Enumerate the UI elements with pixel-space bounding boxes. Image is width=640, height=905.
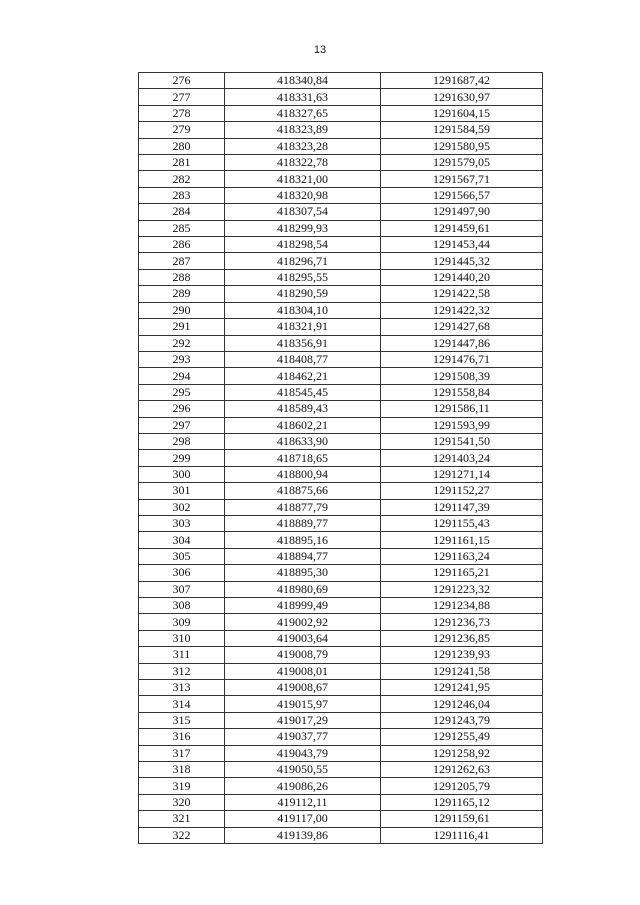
coordinates-table-body <box>139 73 543 844</box>
table-row <box>139 384 543 400</box>
y-coordinate-cell: 1291165,12 <box>381 794 543 810</box>
point-number-cell: 311 <box>139 647 225 663</box>
x-coordinate-cell: 418408,77 <box>225 351 381 367</box>
x-coordinate-cell: 418895,30 <box>225 565 381 581</box>
table-row <box>139 138 543 154</box>
table-row <box>139 204 543 220</box>
table-row <box>139 269 543 285</box>
y-coordinate-cell: 1291246,04 <box>381 696 543 712</box>
x-coordinate-cell: 419002,92 <box>225 614 381 630</box>
table-row <box>139 581 543 597</box>
table-row <box>139 220 543 236</box>
x-coordinate-cell: 419043,79 <box>225 745 381 761</box>
point-number-cell: 287 <box>139 253 225 269</box>
table-row <box>139 187 543 203</box>
point-number-cell: 276 <box>139 73 225 89</box>
table-row <box>139 450 543 466</box>
table-row <box>139 532 543 548</box>
table-row <box>139 89 543 105</box>
x-coordinate-cell: 418299,93 <box>225 220 381 236</box>
y-coordinate-cell: 1291567,71 <box>381 171 543 187</box>
table-row <box>139 417 543 433</box>
x-coordinate-cell: 418323,89 <box>225 122 381 138</box>
x-coordinate-cell: 418545,45 <box>225 384 381 400</box>
point-number-cell: 307 <box>139 581 225 597</box>
table-row <box>139 73 543 89</box>
table-row <box>139 663 543 679</box>
y-coordinate-cell: 1291604,15 <box>381 105 543 121</box>
y-coordinate-cell: 1291580,95 <box>381 138 543 154</box>
point-number-cell: 277 <box>139 89 225 105</box>
x-coordinate-cell: 418307,54 <box>225 204 381 220</box>
point-number-cell: 291 <box>139 319 225 335</box>
y-coordinate-cell: 1291236,73 <box>381 614 543 630</box>
x-coordinate-cell: 419037,77 <box>225 729 381 745</box>
point-number-cell: 279 <box>139 122 225 138</box>
point-number-cell: 306 <box>139 565 225 581</box>
table-row <box>139 729 543 745</box>
y-coordinate-cell: 1291459,61 <box>381 220 543 236</box>
point-number-cell: 286 <box>139 237 225 253</box>
point-number-cell: 300 <box>139 466 225 482</box>
table-row <box>139 319 543 335</box>
x-coordinate-cell: 418894,77 <box>225 548 381 564</box>
table-row <box>139 614 543 630</box>
y-coordinate-cell: 1291422,32 <box>381 302 543 318</box>
y-coordinate-cell: 1291165,21 <box>381 565 543 581</box>
table-row <box>139 794 543 810</box>
y-coordinate-cell: 1291422,58 <box>381 286 543 302</box>
point-number-cell: 312 <box>139 663 225 679</box>
table-row <box>139 122 543 138</box>
x-coordinate-cell: 418718,65 <box>225 450 381 466</box>
y-coordinate-cell: 1291205,79 <box>381 778 543 794</box>
table-row <box>139 499 543 515</box>
table-row <box>139 433 543 449</box>
x-coordinate-cell: 418999,49 <box>225 598 381 614</box>
y-coordinate-cell: 1291147,39 <box>381 499 543 515</box>
point-number-cell: 316 <box>139 729 225 745</box>
y-coordinate-cell: 1291586,11 <box>381 401 543 417</box>
x-coordinate-cell: 418290,59 <box>225 286 381 302</box>
point-number-cell: 298 <box>139 433 225 449</box>
x-coordinate-cell: 418322,78 <box>225 155 381 171</box>
point-number-cell: 297 <box>139 417 225 433</box>
x-coordinate-cell: 419008,79 <box>225 647 381 663</box>
point-number-cell: 295 <box>139 384 225 400</box>
y-coordinate-cell: 1291558,84 <box>381 384 543 400</box>
y-coordinate-cell: 1291427,68 <box>381 319 543 335</box>
x-coordinate-cell: 418323,28 <box>225 138 381 154</box>
point-number-cell: 302 <box>139 499 225 515</box>
point-number-cell: 288 <box>139 269 225 285</box>
table-row <box>139 762 543 778</box>
y-coordinate-cell: 1291239,93 <box>381 647 543 663</box>
point-number-cell: 310 <box>139 630 225 646</box>
y-coordinate-cell: 1291508,39 <box>381 368 543 384</box>
point-number-cell: 320 <box>139 794 225 810</box>
y-coordinate-cell: 1291243,79 <box>381 712 543 728</box>
x-coordinate-cell: 418320,98 <box>225 187 381 203</box>
table-row <box>139 105 543 121</box>
y-coordinate-cell: 1291241,95 <box>381 680 543 696</box>
page-number: 13 <box>313 44 327 56</box>
point-number-cell: 322 <box>139 827 225 843</box>
point-number-cell: 285 <box>139 220 225 236</box>
x-coordinate-cell: 419117,00 <box>225 811 381 827</box>
point-number-cell: 318 <box>139 762 225 778</box>
x-coordinate-cell: 419017,29 <box>225 712 381 728</box>
x-coordinate-cell: 418295,55 <box>225 269 381 285</box>
y-coordinate-cell: 1291476,71 <box>381 351 543 367</box>
x-coordinate-cell: 418321,00 <box>225 171 381 187</box>
table-row <box>139 401 543 417</box>
y-coordinate-cell: 1291258,92 <box>381 745 543 761</box>
point-number-cell: 289 <box>139 286 225 302</box>
x-coordinate-cell: 418877,79 <box>225 499 381 515</box>
y-coordinate-cell: 1291116,41 <box>381 827 543 843</box>
y-coordinate-cell: 1291584,59 <box>381 122 543 138</box>
table-row <box>139 351 543 367</box>
y-coordinate-cell: 1291445,32 <box>381 253 543 269</box>
table-row <box>139 368 543 384</box>
point-number-cell: 314 <box>139 696 225 712</box>
point-number-cell: 317 <box>139 745 225 761</box>
y-coordinate-cell: 1291155,43 <box>381 515 543 531</box>
point-number-cell: 299 <box>139 450 225 466</box>
x-coordinate-cell: 418321,91 <box>225 319 381 335</box>
table-row <box>139 696 543 712</box>
point-number-cell: 282 <box>139 171 225 187</box>
point-number-cell: 304 <box>139 532 225 548</box>
point-number-cell: 305 <box>139 548 225 564</box>
table-row <box>139 680 543 696</box>
y-coordinate-cell: 1291159,61 <box>381 811 543 827</box>
x-coordinate-cell: 419086,26 <box>225 778 381 794</box>
x-coordinate-cell: 419050,55 <box>225 762 381 778</box>
y-coordinate-cell: 1291579,05 <box>381 155 543 171</box>
y-coordinate-cell: 1291234,88 <box>381 598 543 614</box>
x-coordinate-cell: 418589,43 <box>225 401 381 417</box>
x-coordinate-cell: 418462,21 <box>225 368 381 384</box>
x-coordinate-cell: 418980,69 <box>225 581 381 597</box>
x-coordinate-cell: 418800,94 <box>225 466 381 482</box>
point-number-cell: 283 <box>139 187 225 203</box>
point-number-cell: 281 <box>139 155 225 171</box>
x-coordinate-cell: 419015,97 <box>225 696 381 712</box>
table-row <box>139 237 543 253</box>
y-coordinate-cell: 1291255,49 <box>381 729 543 745</box>
x-coordinate-cell: 418356,91 <box>225 335 381 351</box>
x-coordinate-cell: 418340,84 <box>225 73 381 89</box>
y-coordinate-cell: 1291541,50 <box>381 433 543 449</box>
y-coordinate-cell: 1291271,14 <box>381 466 543 482</box>
y-coordinate-cell: 1291223,32 <box>381 581 543 597</box>
point-number-cell: 313 <box>139 680 225 696</box>
table-row <box>139 712 543 728</box>
table-row <box>139 565 543 581</box>
x-coordinate-cell: 419112,11 <box>225 794 381 810</box>
y-coordinate-cell: 1291687,42 <box>381 73 543 89</box>
point-number-cell: 296 <box>139 401 225 417</box>
x-coordinate-cell: 418327,65 <box>225 105 381 121</box>
x-coordinate-cell: 418889,77 <box>225 515 381 531</box>
point-number-cell: 292 <box>139 335 225 351</box>
y-coordinate-cell: 1291163,24 <box>381 548 543 564</box>
y-coordinate-cell: 1291453,44 <box>381 237 543 253</box>
point-number-cell: 280 <box>139 138 225 154</box>
x-coordinate-cell: 418331,63 <box>225 89 381 105</box>
point-number-cell: 294 <box>139 368 225 384</box>
point-number-cell: 319 <box>139 778 225 794</box>
table-row <box>139 335 543 351</box>
point-number-cell: 301 <box>139 483 225 499</box>
x-coordinate-cell: 418602,21 <box>225 417 381 433</box>
y-coordinate-cell: 1291497,90 <box>381 204 543 220</box>
table-row <box>139 778 543 794</box>
table-row <box>139 286 543 302</box>
point-number-cell: 321 <box>139 811 225 827</box>
x-coordinate-cell: 418875,66 <box>225 483 381 499</box>
point-number-cell: 293 <box>139 351 225 367</box>
y-coordinate-cell: 1291440,20 <box>381 269 543 285</box>
y-coordinate-cell: 1291403,24 <box>381 450 543 466</box>
point-number-cell: 309 <box>139 614 225 630</box>
point-number-cell: 278 <box>139 105 225 121</box>
y-coordinate-cell: 1291630,97 <box>381 89 543 105</box>
x-coordinate-cell: 418633,90 <box>225 433 381 449</box>
x-coordinate-cell: 419139,86 <box>225 827 381 843</box>
y-coordinate-cell: 1291262,63 <box>381 762 543 778</box>
x-coordinate-cell: 418298,54 <box>225 237 381 253</box>
y-coordinate-cell: 1291236,85 <box>381 630 543 646</box>
table-row <box>139 745 543 761</box>
point-number-cell: 315 <box>139 712 225 728</box>
y-coordinate-cell: 1291152,27 <box>381 483 543 499</box>
y-coordinate-cell: 1291593,99 <box>381 417 543 433</box>
x-coordinate-cell: 419003,64 <box>225 630 381 646</box>
table-row <box>139 811 543 827</box>
point-number-cell: 284 <box>139 204 225 220</box>
coordinates-table <box>138 72 543 844</box>
table-row <box>139 302 543 318</box>
x-coordinate-cell: 418895,16 <box>225 532 381 548</box>
table-row <box>139 515 543 531</box>
table-row <box>139 630 543 646</box>
table-row <box>139 171 543 187</box>
x-coordinate-cell: 419008,01 <box>225 663 381 679</box>
x-coordinate-cell: 418296,71 <box>225 253 381 269</box>
table-row <box>139 466 543 482</box>
table-row <box>139 647 543 663</box>
table-row <box>139 483 543 499</box>
x-coordinate-cell: 419008,67 <box>225 680 381 696</box>
table-row <box>139 598 543 614</box>
table-row <box>139 155 543 171</box>
y-coordinate-cell: 1291241,58 <box>381 663 543 679</box>
x-coordinate-cell: 418304,10 <box>225 302 381 318</box>
point-number-cell: 308 <box>139 598 225 614</box>
y-coordinate-cell: 1291447,86 <box>381 335 543 351</box>
y-coordinate-cell: 1291566,57 <box>381 187 543 203</box>
point-number-cell: 290 <box>139 302 225 318</box>
table-row <box>139 253 543 269</box>
y-coordinate-cell: 1291161,15 <box>381 532 543 548</box>
table-row <box>139 548 543 564</box>
point-number-cell: 303 <box>139 515 225 531</box>
table-row <box>139 827 543 843</box>
